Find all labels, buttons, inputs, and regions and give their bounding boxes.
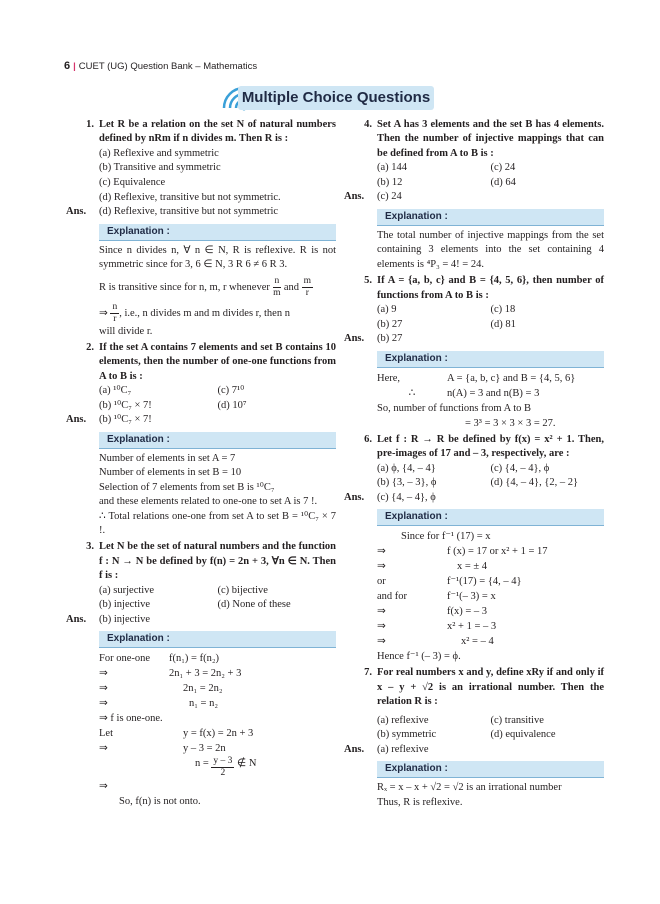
options-2: (a) ¹⁰C₇ (c) 7¹⁰ (b) ¹⁰C₇ × 7! (d) 10⁷	[99, 385, 247, 411]
fraction: $\frac{y - 3}{2}$	[213, 756, 233, 779]
explanation-header-1: Explanation :	[99, 224, 336, 241]
question-5: 5. If A = {a, b, c} and B = {4, 5, 6}, then number of functions from A to B is :	[364, 275, 604, 301]
question-2: 2. If the set A contains 7 elements and set B contains 10 elements, then the number of one-one functions from A to B is :	[86, 342, 336, 382]
section-title: Multiple Choice Questions	[238, 86, 434, 110]
question-6: 6. Let f : R → R be defined by f(x) = x² + 1. Then, pre-images of 17 and – 3, respectively, are :	[364, 433, 604, 460]
explanation-7: Rₓ = x – x + √2 = √2 is an irrational number Thus, R is reflexive.	[377, 782, 562, 808]
explanation-1: Since n divides n, ∀ n ∈ N, R is reflexive. R is not symmetric since for 3, 6 ∈ N, 3 R 6 ≠ 6 R 3. R is transitive since for n, m, r whenever $\frac{n}{m}$ and $\frac{m}{r}$ ⇒ $\frac{n}{r}$ , i.e., n divides m and m divides r, then n will divide r.	[99, 244, 336, 337]
running-header	[64, 60, 257, 72]
explanation-header-2: Explanation :	[99, 432, 336, 449]
fraction: $\frac{n}{r}$	[112, 301, 118, 324]
explanation-2: Number of elements in set A = 7 Number of elements in set B = 10 Selection of 7 elements from set B is ¹⁰C₇ and these elements related to one-one to set A is 7 !. ∴ Total relations one-one from set A to set B = ¹⁰C₇ × 7 !.	[99, 453, 336, 537]
right-column	[344, 116, 604, 810]
explanation-header-5: Explanation :	[377, 351, 604, 368]
header-divider: |	[73, 61, 76, 72]
page-number: 6	[64, 60, 71, 72]
answer-4: Ans. (c) 24	[344, 191, 402, 203]
options-6: (a) ϕ, {4, – 4} (c) {4, – 4}, ϕ (b) {3, – 3}, ϕ (d) {4, – 4}, {2, – 2}	[377, 462, 579, 489]
options-7: (a) reflexive (c) transitive (b) symmetric (d) equivalence	[377, 714, 556, 741]
question-4: 4. Set A has 3 elements and the set B has 4 elements. Then the number of injective mappings that can be defined from A to B is :	[364, 119, 604, 159]
fraction: $\frac{n}{m}$	[273, 275, 281, 298]
options-1: (a) Reflexive and symmetric (b) Transitive and symmetric (c) Equivalence (d) Reflexive, transitive but not symmetric.	[99, 147, 281, 203]
explanation-3: For one-one f(n₁) = f(n₂) ⇒ 2n₁ + 3 = 2n₂ + 3 ⇒ 2n₁ = 2n₂ ⇒ n₁ = n₂ ⇒ f is one-one. Let y = f(x) = 2n + 3 ⇒ y – 3 = 2n n = $\frac{y - 3}{2}$ ∉ N ⇒ So, f(n) is not onto.	[99, 653, 257, 808]
explanation-4: The total number of injective mappings from the set containing 3 elements into the set containing 4 elements is ⁴P₃ = 4! = 24.	[377, 230, 604, 270]
section-title-banner	[222, 84, 436, 112]
question-7: 7. For real numbers x and y, define xRy if and only if x – y + √2 is an irrational number. Then the relation R is :	[364, 667, 604, 708]
explanation-5: Here, A = {a, b, c} and B = {4, 5, 6} ∴ n(A) = 3 and n(B) = 3 So, number of functions from A to B = 3³ = 3 × 3 × 3 = 27.	[377, 372, 576, 429]
book-title: CUET (UG) Question Bank – Mathematics	[78, 61, 258, 72]
explanation-6: Since for f⁻¹ (17) = x ⇒ f (x) = 17 or x² + 1 = 17 ⇒ x = ± 4 or f⁻¹(17) = {4, – 4} and for f⁻¹(– 3) = x ⇒ f(x) = – 3 ⇒ x² + 1 = – 3 ⇒ x² = – 4 Hence f⁻¹ (– 3) = ϕ.	[377, 531, 548, 663]
explanation-header-7: Explanation :	[377, 761, 604, 778]
question-3: 3. Let N be the set of natural numbers and the function f : N → N be defined by f(n) = 2n + 3, ∀n ∈ N. Then f is :	[86, 541, 336, 582]
answer-7: Ans. (a) reflexive	[344, 743, 429, 755]
explanation-header-4: Explanation :	[377, 209, 604, 226]
explanation-header-6: Explanation :	[377, 509, 604, 526]
options-3: (a) surjective (c) bijective (b) injective (d) None of these	[99, 584, 291, 611]
options-4: (a) 144 (c) 24 (b) 12 (d) 64	[377, 162, 516, 188]
answer-6: Ans. (c) {4, – 4}, ϕ	[344, 491, 436, 503]
options-5: (a) 9 (c) 18 (b) 27 (d) 81	[377, 304, 516, 330]
answer-5: Ans. (b) 27	[344, 333, 403, 345]
question-1: 1. Let R be a relation on the set N of natural numbers defined by nRm if n divides m. Then R is :	[86, 119, 336, 145]
left-column	[66, 116, 336, 809]
answer-2: Ans. (b) ¹⁰C₇ × 7!	[66, 414, 152, 426]
explanation-header-3: Explanation :	[99, 631, 336, 648]
answer-3: Ans. (b) injective	[66, 613, 151, 625]
answer-1: Ans. (d) Reflexive, transitive but not symmetric	[66, 206, 279, 218]
fraction: $\frac{m}{r}$	[303, 275, 312, 298]
